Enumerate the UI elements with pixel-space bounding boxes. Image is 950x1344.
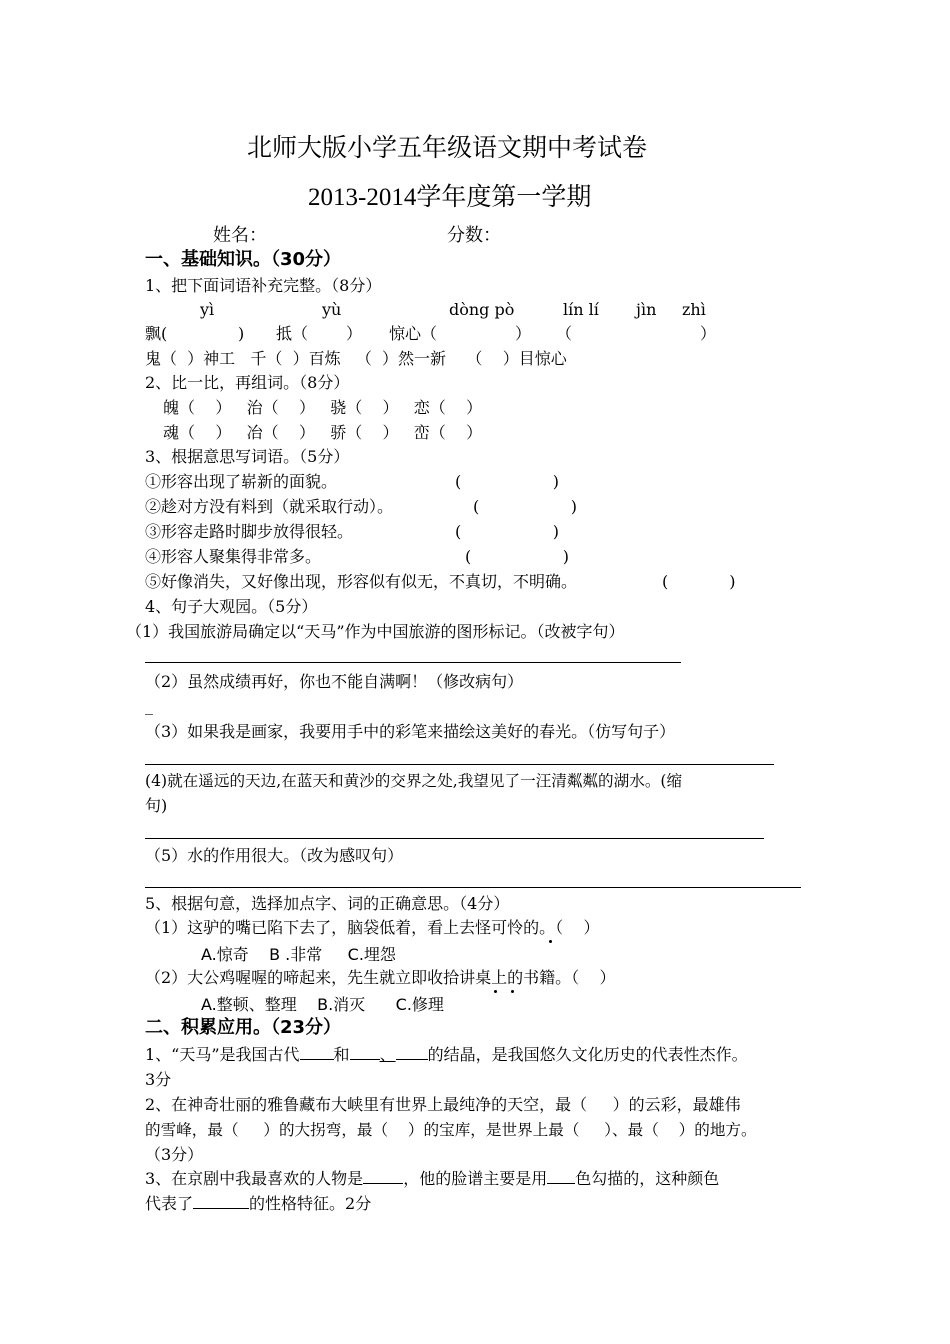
- s2-q3-part-c: 色勾描的，这种颜色: [575, 1169, 720, 1188]
- s2-q2-line1: 2、在神奇壮丽的雅鲁藏布大峡里有世界上最纯净的天空，最（ ）的云彩，最雄伟: [145, 1095, 741, 1114]
- s2-q1-part-b: 和: [333, 1045, 350, 1064]
- section1-heading: 一、基础知识。（30分）: [145, 249, 342, 270]
- score-field-label: 分数：: [447, 225, 501, 246]
- pinyin-1: yì: [200, 300, 215, 319]
- answer-line-3: [145, 764, 774, 765]
- answer-line-5: [145, 887, 801, 888]
- q3-item-4: ④形容人聚集得非常多。: [145, 547, 322, 566]
- q1-row1-d: ）: [346, 324, 363, 343]
- name-field-label: 姓名：: [213, 225, 267, 246]
- q1-row2: 鬼（ ）神工 千（ ）百炼 （ ）然一新 （ ）目惊心: [145, 349, 567, 368]
- blank-1: [300, 1045, 334, 1060]
- pinyin-2: yù: [322, 300, 342, 319]
- q3-item-4-paren: ( ): [465, 547, 570, 566]
- q1-row1-f: ）: [515, 324, 532, 343]
- q3-item-1-paren: ( ): [455, 472, 560, 491]
- s2-q3-line2: [145, 1194, 371, 1214]
- s2-q2-line2: 的雪峰，最（ ）的大拐弯，最（ ）的宝库，是世界上最（ ）、最（ ）的地方。: [145, 1121, 757, 1139]
- q4-prompt: 4、句子大观园。（5分）: [145, 597, 318, 616]
- blank-6: [193, 1194, 249, 1209]
- q1-prompt: 1、把下面词语补充完整。（8分）: [145, 276, 382, 295]
- q4-sentence-2-mark: _: [145, 696, 153, 715]
- blank-2: [350, 1045, 380, 1060]
- q3-item-2-paren: ( ): [473, 497, 578, 516]
- q3-item-2: ②趁对方没有料到（就采取行动）。: [145, 497, 394, 516]
- pinyin-5: jìn: [636, 300, 657, 319]
- s2-q2-line3: （3分）: [145, 1145, 204, 1164]
- emphasis-dot-guai: [549, 940, 552, 943]
- q5-prompt: 5、根据句意，选择加点字、词的正确意思。（4分）: [145, 894, 510, 913]
- q4-sentence-5: （5）水的作用很大。（改为感叹句）: [145, 846, 404, 865]
- q5-sentence-1: （1）这驴的嘴已陷下去了，脑袋低着，看上去怪可怜的。（ ）: [145, 918, 600, 937]
- s2-q1-score: 3分: [145, 1070, 172, 1089]
- q4-sentence-4-line2: 句): [145, 796, 168, 815]
- q3-item-5-paren: ( ): [662, 572, 736, 591]
- page-subtitle: 2013-2014学年度第一学期: [308, 184, 592, 211]
- s2-q3-part-b: ，他的脸谱主要是用: [403, 1169, 548, 1188]
- q4-sentence-3: （3）如果我是画家，我要用手中的彩笔来描绘这美好的春光。（仿写句子）: [145, 722, 676, 741]
- s2-q1-part-a: 1、“天马”是我国古代: [145, 1045, 300, 1064]
- q1-row1-b: ): [238, 324, 245, 343]
- q5-options-2: A.整顿、整理 B.消灭 C.修理: [201, 995, 444, 1014]
- q4-sentence-2: （2）虽然成绩再好，你也不能自满啊！（修改病句）: [145, 672, 524, 691]
- s2-q3-line1: [145, 1169, 719, 1189]
- q1-row1-e: 惊心（: [389, 324, 438, 343]
- q2-prompt: 2、比一比，再组词。（8分）: [145, 373, 350, 392]
- section2-heading: 二、积累应用。（23分）: [145, 1017, 342, 1038]
- emphasis-dot-shi: [511, 990, 514, 993]
- s2-q3-part-e: 的性格特征。2分: [249, 1194, 372, 1213]
- blank-5: [547, 1169, 575, 1184]
- s2-q3-part-d: 代表了: [145, 1194, 194, 1213]
- blank-4: [363, 1169, 403, 1184]
- q3-item-3-paren: ( ): [455, 522, 560, 541]
- pinyin-3: dòng pò: [449, 300, 515, 319]
- s2-q1-part-d: 的结晶，是我国悠久文化历史的代表性杰作。: [427, 1045, 748, 1064]
- q4-sentence-1: （1）我国旅游局确定以“天马”作为中国旅游的图形标记。（改被字句）: [126, 622, 625, 641]
- q2-row2: 魂（ ） 冶（ ） 骄（ ） 峦（ ）: [163, 423, 483, 442]
- s2-q1-line1: [145, 1045, 748, 1065]
- q2-row1: 魄（ ） 治（ ） 骁（ ） 恋（ ）: [163, 398, 483, 417]
- pinyin-6: zhì: [682, 300, 706, 319]
- s2-q1-part-c: 、: [379, 1045, 396, 1064]
- q3-prompt: 3、根据意思写词语。（5分）: [145, 447, 350, 466]
- q3-item-5: ⑤好像消失，又好像出现，形容似有似无，不真切，不明确。: [145, 572, 578, 591]
- page-title: 北师大版小学五年级语文期中考试卷: [247, 133, 648, 162]
- answer-line-4: [145, 838, 764, 839]
- q1-row1-h: ）: [700, 324, 717, 343]
- q3-item-3: ③形容走路时脚步放得很轻。: [145, 522, 354, 541]
- q1-row1-c: 抵（: [276, 324, 309, 343]
- q4-sentence-4-line1: (4)就在遥远的天边,在蓝天和黄沙的交界之处,我望见了一汪清粼粼的湖水。(缩: [145, 772, 683, 790]
- blank-3: [396, 1045, 428, 1060]
- q5-options-1: A.惊奇 B .非常 C.埋怨: [201, 945, 396, 964]
- q5-sentence-2: （2）大公鸡喔喔的啼起来，先生就立即收拾讲桌上的书籍。（ ）: [145, 968, 616, 987]
- emphasis-dot-shou: [494, 990, 497, 993]
- q3-item-1: ①形容出现了崭新的面貌。: [145, 472, 338, 491]
- q1-row1-g: （: [556, 324, 573, 343]
- s2-q3-part-a: 3、在京剧中我最喜欢的人物是: [145, 1169, 364, 1188]
- q1-row1-a: 飘(: [145, 324, 168, 343]
- answer-line-1: [145, 662, 681, 663]
- pinyin-4: lín lí: [563, 300, 599, 319]
